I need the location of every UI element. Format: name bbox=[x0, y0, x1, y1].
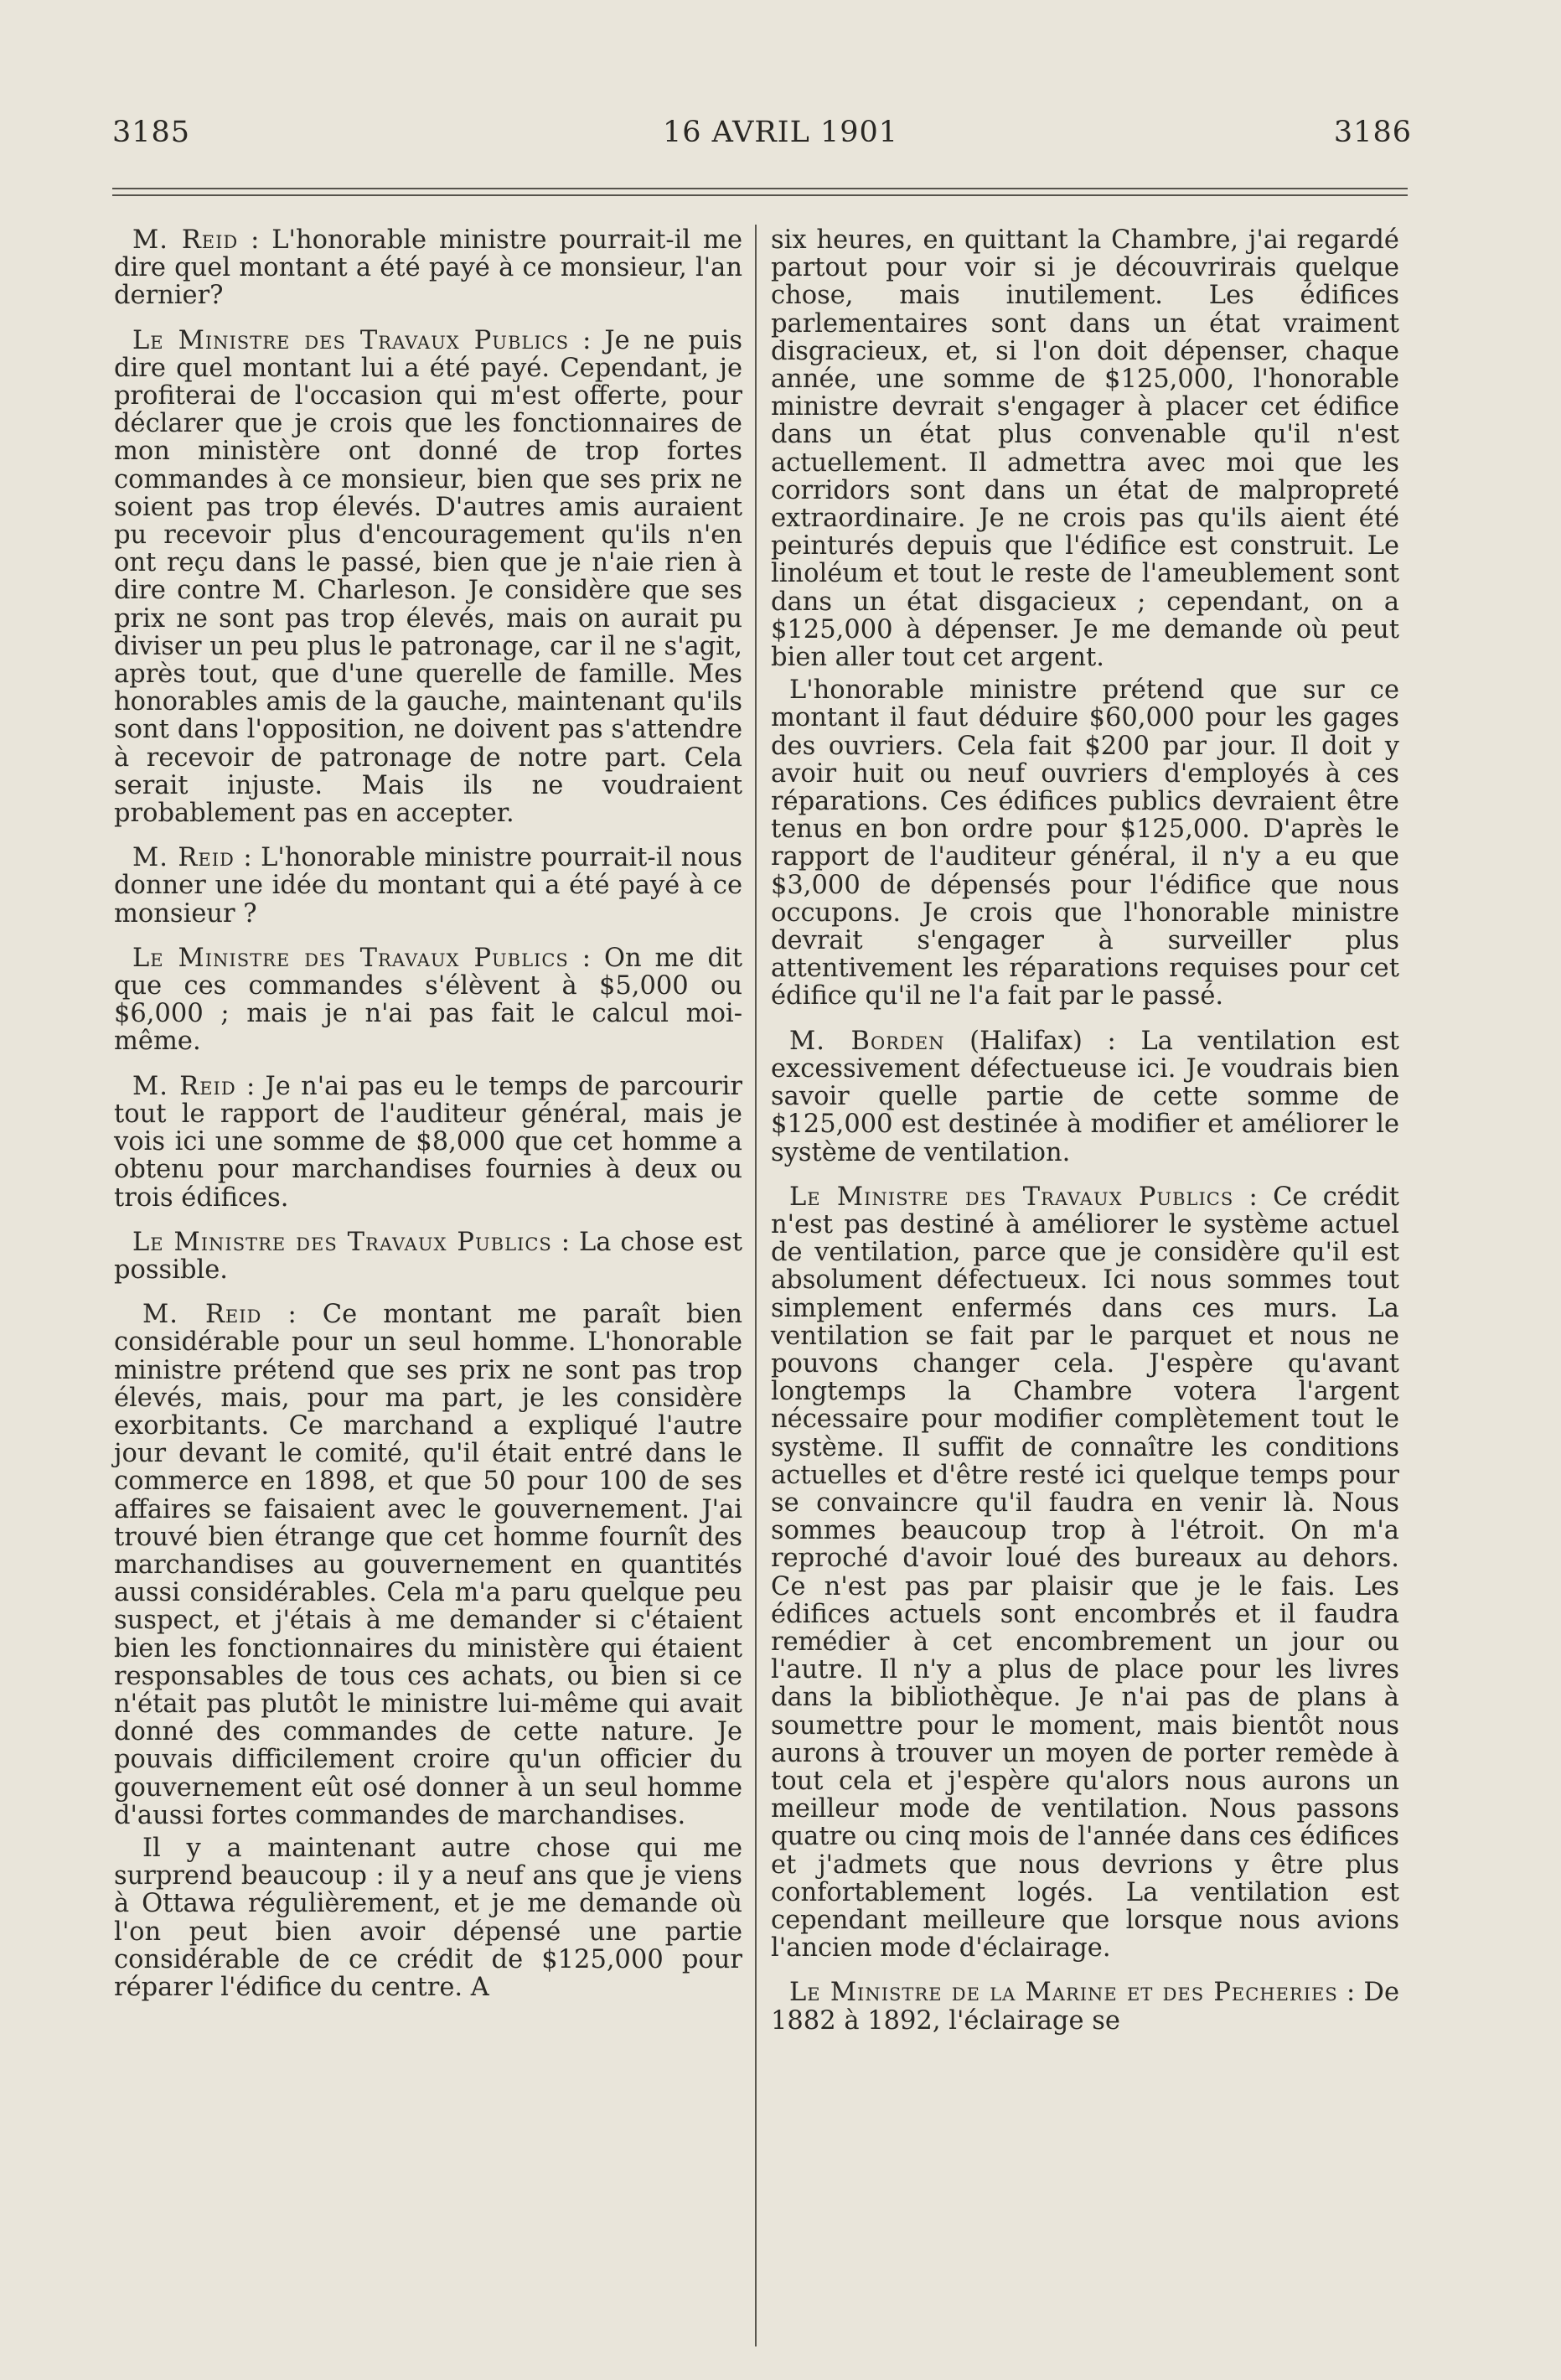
speaker-name: M. Reid bbox=[142, 1300, 262, 1330]
page-number-left: 3185 bbox=[112, 116, 191, 149]
paragraph-text: Il y a maintenant autre chose qui me surprend beaucoup : il y a neuf ans que je viens à Ottawa régulièrement, et je me demande où l'on peut bien avoir dépensé une partie considérable de ce crédit de $125,000 pour réparer l'édifice du centre. A bbox=[114, 1833, 742, 2002]
running-header bbox=[0, 116, 1561, 156]
paragraph bbox=[771, 226, 1399, 671]
paragraph-text: : Ce crédit n'est pas destiné à améliorer le système actuel de ventilation, parce que je considère qu'il est absolument défectueux. Ici nous sommes tout simplement enfermés dans ces murs. La ventilation se fait par le parquet et nous ne pouvons changer cela. J'espère qu'avant longtemps la Chambre votera l'argent nécessaire pour modifier complètement tout le système. Il suffit de connaître les conditions actuelles et d'être resté ici quelque temps pour se convaincre qu'il faudra en venir là. Nous sommes beaucoup trop à l'étroit. On m'a reproché d'avoir loué des bureaux au dehors. Ce n'est pas par plaisir que je le fais. Les édifices actuels sont encombrés et il faudra remédier à cet encombrement un jour ou l'autre. Il n'y a plus de place pour les livres dans la bibliothèque. Je n'ai pas de plans à soumettre pour le moment, mais bientôt nous aurons à trouver un moyen de porter remède à tout cela et j'espère qu'alors nous aurons un meilleur mode de ventilation. Nous passons quatre ou cinq mois de l'année dans ces édifices et j'admets que nous devrions y être plus confortablement logés. La ventilation est cependant meilleure que lorsque nous avions l'ancien mode d'éclairage. bbox=[771, 1182, 1400, 1964]
paragraph-text: : Je ne puis dire quel montant lui a été payé. Cependant, je profiterai de l'occasion qui m'est offerte, pour déclarer que je crois que les fonctionnaires de mon ministère ont donné de trop fortes commandes à ce monsieur, bien que ses prix ne soient pas trop élevés. D'autres amis auraient pu recevoir plus d'encouragement qu'ils n'en ont reçu dans le passé, bien que je n'aie rien à dire contre M. Charleson. Je considère que ses prix ne sont pas trop élevés, mais on aurait pu diviser un peu plus le patronage, car il ne s'agit, après tout, que d'une querelle de famille. Mes honorables amis de la gauche, maintenant qu'ils sont dans l'opposition, ne doivent pas s'attendre à recevoir de patronage de notre part. Cela serait injuste. Mais ils ne voudraient probablement pas en accepter. bbox=[114, 325, 742, 829]
speaker-name: Le Ministre de la Marine et des Pecheries bbox=[789, 1978, 1338, 2008]
left-column bbox=[114, 226, 742, 2346]
speaker-name: Le Ministre des Travaux Publics bbox=[132, 943, 569, 973]
speaker-name: Le Ministre des Travaux Publics bbox=[132, 1227, 552, 1257]
paragraph-text: : Ce montant me paraît bien considérable pour un seul homme. L'honorable ministre prétend que ses prix ne sont pas trop élevés, mais, pour ma part, je les considère exorbitants. Ce marchand a expliqué l'autre jour devant le comité, qu'il était entré dans le commerce en 1898, et que 50 pour 100 de ses affaires se faisaient avec le gouvernement. J'ai trouvé bien étrange que cet homme fournît des marchandises au gouvernement en quantités aussi considérables. Cela m'a paru quelque peu suspect, et j'étais à me demander si c'étaient bien les fonctionnaires du ministère qui étaient responsables de tous ces achats, ou bien si ce n'était pas plutôt le ministre lui-même qui avait donné des commandes de cette nature. Je pouvais difficilement croire qu'un officier du gouvernement eût osé donner à un seul homme d'aussi fortes commandes de marchandises. bbox=[114, 1300, 743, 1830]
paragraph bbox=[114, 327, 742, 828]
header-rule-bottom bbox=[112, 194, 1408, 196]
speaker-name: Le Ministre des Travaux Publics bbox=[132, 325, 570, 355]
paragraph-text: (Halifax) : La ventilation est excessivement défectueuse ici. Je voudrais bien savoir quelle partie de cette somme de $125,000 est destinée à modifier et améliorer le système de ventilation. bbox=[771, 1026, 1399, 1167]
speaker-name: M. Reid bbox=[132, 225, 239, 255]
speaker-name: M. Borden bbox=[789, 1026, 945, 1056]
paragraph-text: : On me dit que ces commandes s'élèvent à $5,000 ou $6,000 ; mais je n'ai pas fait le calcul moi-même. bbox=[114, 943, 742, 1057]
header-rule-top bbox=[112, 188, 1408, 189]
paragraph bbox=[114, 1301, 742, 1829]
paragraph bbox=[114, 1229, 742, 1284]
header-date: 16 AVRIL 1901 bbox=[662, 116, 899, 149]
paragraph-text: : L'honorable ministre pourrait-il me dire quel montant a été payé à ce monsieur, l'an dernier? bbox=[114, 225, 743, 311]
paragraph bbox=[771, 1027, 1399, 1167]
speaker-name: M. Reid bbox=[132, 1071, 236, 1101]
speaker-name: Le Ministre des Travaux Publics bbox=[789, 1182, 1234, 1212]
paragraph-text: L'honorable ministre prétend que sur ce montant il faut déduire $60,000 pour les gages des ouvriers. Cela fait $200 par jour. Il doit y avoir huit ou neuf ouvriers d'employés à ces réparations. Ces édifices publics devraient être tenus en bon ordre pour $125,000. D'après le rapport de l'auditeur général, il n'y a eu que $3,000 de dépensés pour l'édifice que nous occupons. Je crois que l'honorable ministre devrait s'engager à surveiller plus attentivement les réparations requises pour cet édifice qu'il ne l'a fait par le passé. bbox=[771, 675, 1399, 1012]
paragraph bbox=[114, 844, 742, 928]
paragraph bbox=[114, 226, 742, 310]
paragraph bbox=[771, 1979, 1399, 2034]
paragraph-text: : L'honorable ministre pourrait-il nous donner une idée du montant qui a été payé à ce monsieur ? bbox=[114, 843, 743, 929]
paragraph bbox=[114, 944, 742, 1056]
page-number-right: 3186 bbox=[1333, 116, 1412, 149]
paragraph bbox=[114, 1073, 742, 1212]
paragraph bbox=[114, 1834, 742, 2001]
paragraph bbox=[771, 1183, 1399, 1963]
right-column bbox=[771, 226, 1399, 2346]
speaker-name: M. Reid bbox=[132, 843, 235, 873]
paragraph-text: : Je n'ai pas eu le temps de parcourir tout le rapport de l'auditeur général, mais je vois ici une somme de $8,000 que cet homme a obtenu pour marchandises fournies à deux ou trois édifices. bbox=[114, 1071, 742, 1213]
paragraph bbox=[771, 676, 1399, 1010]
column-divider bbox=[755, 225, 757, 2346]
paragraph-text: six heures, en quittant la Chambre, j'ai regardé partout pour voir si je découvrirais quelque chose, mais inutilement. Les édifices parlementaires sont dans un état vraiment disgracieux, et, si l'on doit dépenser, chaque année, une somme de $125,000, l'honorable ministre devrait s'engager à placer cet édifice dans un état plus convenable qu'il n'est actuellement. Il admettra avec moi que les corridors sont dans un état de malpropreté extraordinaire. Je ne crois pas qu'ils aient été peinturés depuis que l'édifice est construit. Le linoléum et tout le reste de l'ameublement sont dans un état disgacieux ; cependant, on a $125,000 à dépenser. Je me demande où peut bien aller tout cet argent. bbox=[771, 225, 1399, 673]
paragraph-text: : La chose est possible. bbox=[114, 1227, 742, 1285]
paragraph-text: : De 1882 à 1892, l'éclairage se bbox=[771, 1978, 1400, 2036]
